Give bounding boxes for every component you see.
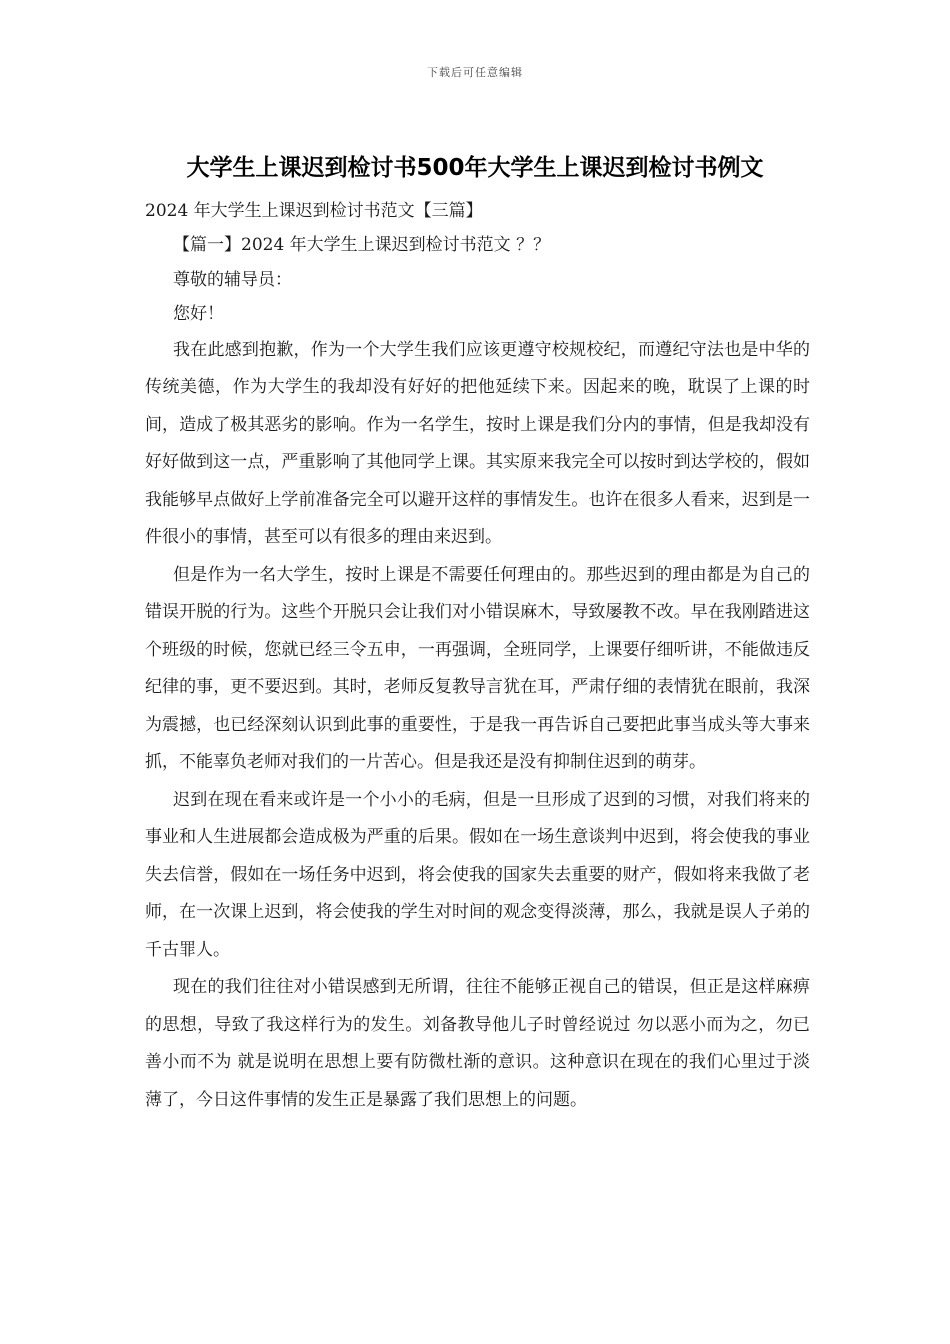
body-paragraph-4: 现在的我们往往对小错误感到无所谓，往往不能够正视自己的错误，但正是这样麻痹的思想，导致了我这样行为的发生。刘备教导他儿子时曾经说过 勿以恶小而为之，勿已善小而不为 就是说明在思想上要有防微杜渐的意识。这种意识在现在的我们心里过于淡薄了，今日这件事情的发生正是暴露了我们思想上的问题。 [145,977,810,1110]
body-paragraph-3: 迟到在现在看来或许是一个小小的毛病，但是一旦形成了迟到的习惯，对我们将来的事业和人生进展都会造成极为严重的后果。假如在一场生意谈判中迟到，将会使我的事业失去信誉，假如在一场任务中迟到，将会使我的国家失去重要的财产，假如将来我做了老师，在一次课上迟到，将会使我的学生对时间的观念变得淡薄，那么，我就是误人子弟的千古罪人。 [145,789,810,960]
page-header-note: 下载后可任意编辑 [427,66,523,79]
salutation: 尊敬的辅导员： [173,269,292,290]
body-paragraph-2: 但是作为一名大学生，按时上课是不需要任何理由的。那些迟到的理由都是为自己的错误开脱的行为。这些个开脱只会让我们对小错误麻木，导致屡教不改。早在我刚踏进这个班级的时候，您就已经三令五申，一再强调，全班同学，上课要仔细听讲，不能做违反纪律的事，更不要迟到。其时，老师反复教导言犹在耳，严肃仔细的表情犹在眼前，我深为震撼，也已经深刻认识到此事的重要性，于是我一再告诉自己要把此事当成头等大事来抓，不能辜负老师对我们的一片苦心。但是我还是没有抑制住迟到的萌芽。 [145,564,810,772]
greeting: 您好！ [173,304,224,324]
document-title: 大学生上课迟到检讨书500年大学生上课迟到检讨书例文 [186,155,764,181]
document-subtitle: 2024 年大学生上课迟到检讨书范文【三篇】 [145,201,483,221]
body-paragraph-1: 我在此感到抱歉，作为一个大学生我们应该更遵守校规校纪，而遵纪守法也是中华的传统美德，作为大学生的我却没有好好的把他延续下来。因起来的晚，耽误了上课的时间，造成了极其恶劣的影响。作为一名学生，按时上课是我们分内的事情，但是我却没有好好做到这一点，严重影响了其他同学上课。其实原来我完全可以按时到达学校的，假如我能够早点做好上学前准备完全可以避开这样的事情发生。也许在很多人看来，迟到是一件很小的事情，甚至可以有很多的理由来迟到。 [145,339,810,547]
document-body [145,194,810,1119]
section-heading: 【篇一】2024 年大学生上课迟到检讨书范文 ？？ [173,235,551,255]
